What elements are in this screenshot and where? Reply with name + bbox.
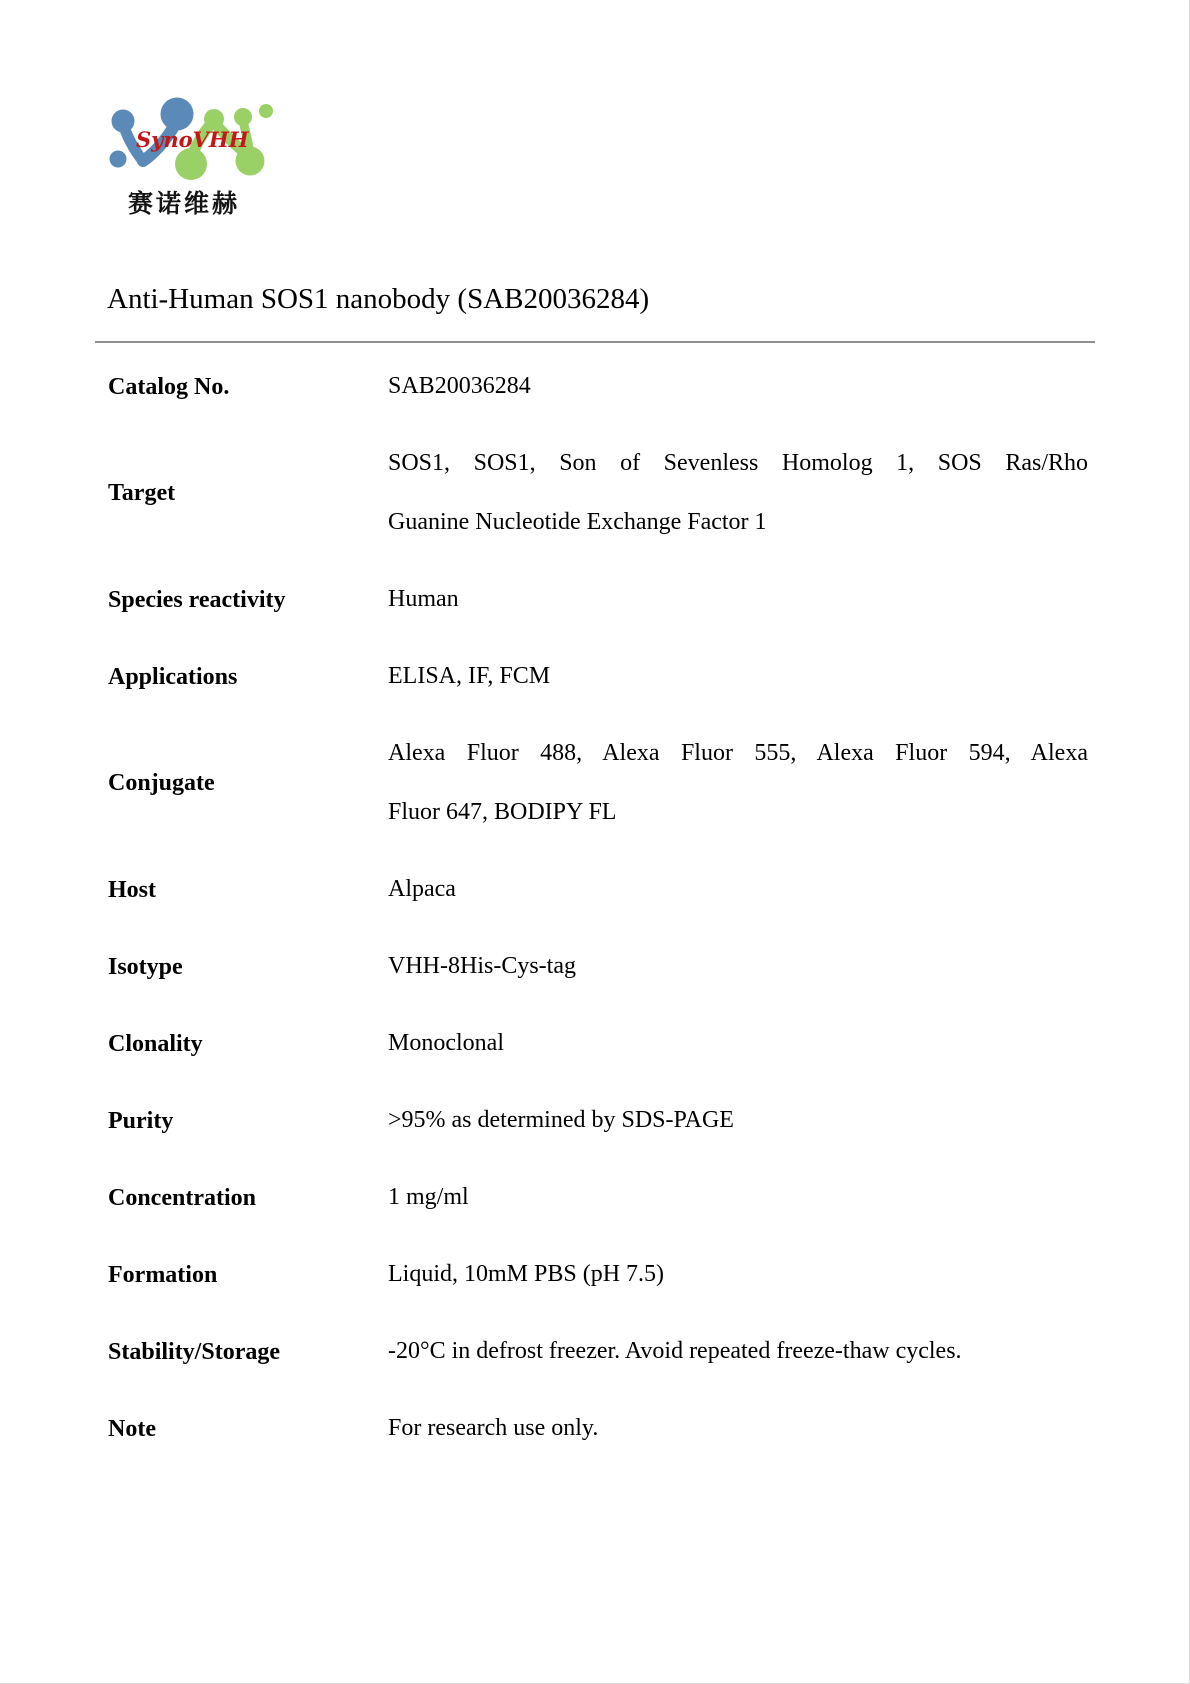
table-row [108, 434, 1088, 552]
company-logo [98, 90, 278, 190]
row-label: Formation [108, 1261, 218, 1288]
row-label: Isotype [108, 953, 183, 980]
row-value-line: VHH-8His-Cys-tag [388, 953, 576, 979]
row-value [388, 570, 1088, 629]
row-label: Catalog No. [108, 373, 230, 400]
row-value [388, 434, 1088, 552]
page-title: Anti-Human SOS1 nanobody (SAB20036284) [107, 283, 650, 315]
row-value [388, 357, 1088, 416]
table-row [108, 1245, 1088, 1304]
table-row [108, 860, 1088, 919]
row-label: Applications [108, 663, 238, 690]
row-value [388, 1168, 1088, 1227]
row-value [388, 1322, 1088, 1381]
row-value-line: SOS1, SOS1, Son of Sevenless Homolog 1, SOS Ras/Rho [388, 450, 1088, 476]
table-row [108, 1014, 1088, 1073]
title-divider [95, 341, 1095, 343]
datasheet-table [108, 357, 1088, 1476]
row-label: Note [108, 1415, 156, 1442]
row-label: Purity [108, 1107, 174, 1134]
brand-text: SynoVHH [136, 127, 249, 152]
row-value-line: Alpaca [388, 876, 456, 902]
table-row [108, 724, 1088, 842]
row-value [388, 1014, 1088, 1073]
row-value-line: Alexa Fluor 488, Alexa Fluor 555, Alexa Fluor 594, Alexa [388, 740, 1088, 766]
brand-chinese-name: 赛诺维赫 [128, 189, 241, 218]
table-row [108, 937, 1088, 996]
row-label: Clonality [108, 1030, 203, 1057]
row-value-line: -20°C in defrost freezer. Avoid repeated freeze-thaw cycles. [388, 1338, 962, 1364]
row-value-line: For research use only. [388, 1415, 599, 1441]
row-value-line: SAB20036284 [388, 373, 531, 399]
row-value [388, 1399, 1088, 1458]
table-row [108, 1399, 1088, 1458]
row-value-line: 1 mg/ml [388, 1184, 469, 1210]
row-value [388, 937, 1088, 996]
row-value-line: Liquid, 10mM PBS (pH 7.5) [388, 1261, 665, 1287]
table-row [108, 1322, 1088, 1381]
row-value [388, 724, 1088, 842]
row-label: Conjugate [108, 770, 215, 796]
row-value [388, 860, 1088, 919]
row-value-line: Monoclonal [388, 1030, 504, 1056]
row-value [388, 1091, 1088, 1150]
row-value [388, 647, 1088, 706]
row-value-line: >95% as determined by SDS-PAGE [388, 1107, 734, 1133]
table-row [108, 1168, 1088, 1227]
row-label: Concentration [108, 1184, 256, 1211]
table-row [108, 1091, 1088, 1150]
row-label: Target [108, 480, 176, 506]
row-value-line: Guanine Nucleotide Exchange Factor 1 [388, 509, 767, 535]
row-label: Species reactivity [108, 586, 286, 613]
table-row [108, 357, 1088, 416]
table-row [108, 570, 1088, 629]
row-label: Host [108, 876, 156, 903]
row-value-line: ELISA, IF, FCM [388, 663, 551, 689]
row-value-line: Fluor 647, BODIPY FL [388, 799, 617, 825]
row-value [388, 1245, 1088, 1304]
row-label: Stability/Storage [108, 1338, 280, 1365]
table-row [108, 647, 1088, 706]
row-value-line: Human [388, 586, 459, 612]
